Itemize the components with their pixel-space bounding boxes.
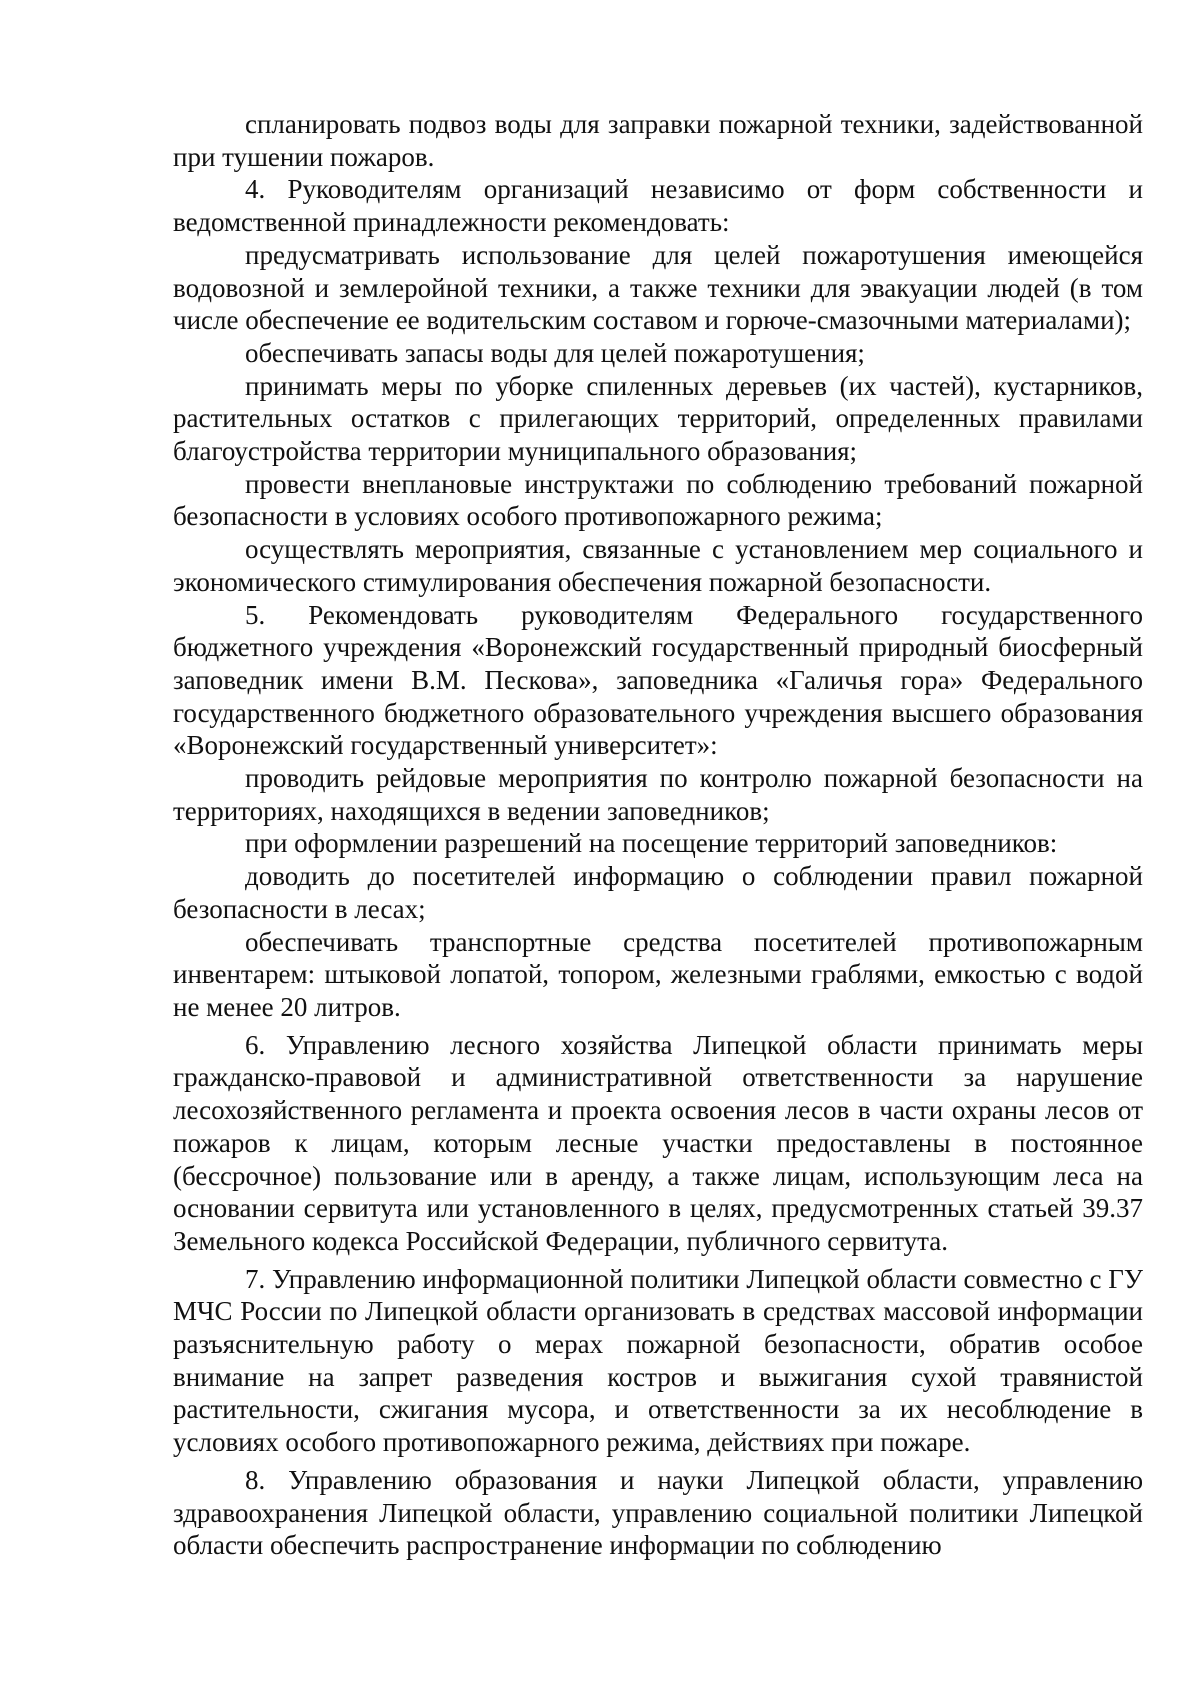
paragraph-debris-cleanup: принимать меры по уборке спиленных деревьев (их частей), кустарников, растительных остатков с прилегающих территорий, определенных правилами благоустройства территории муниципального образования; <box>173 370 1143 467</box>
paragraph-incentives: осуществлять мероприятия, связанные с установлением мер социального и экономического стимулирования обеспечения пожарной безопасности. <box>173 534 1143 597</box>
paragraph-item-8: 8. Управлению образования и науки Липецкой области, управлению здравоохранения Липецкой области, управлению социальной политики Липецкой области обеспечить распространение информации по соблюдению <box>173 1464 1143 1561</box>
paragraph-water-reserves: обеспечивать запасы воды для целей пожаротушения; <box>245 337 865 368</box>
paragraph-item-5: 5. Рекомендовать руководителям Федерального государственного бюджетного учреждения «Воронежский государственный природный биосферный заповедник имени В.М. Пескова», заповедника «Галичья гора» Федерального государственного бюджетного образовательного учреждения высшего образования «Воронежский государственный университет»: <box>173 599 1143 761</box>
paragraph-inform-visitors: доводить до посетителей информацию о соблюдении правил пожарной безопасности в лесах; <box>173 861 1143 924</box>
paragraph-item-4: 4. Руководителям организаций независимо от форм собственности и ведомственной принадлежности рекомендовать: <box>173 174 1143 238</box>
paragraph-water-delivery: спланировать подвоз воды для заправки пожарной техники, задействованной при тушении пожаров. <box>173 109 1143 172</box>
paragraph-briefings: провести внеплановые инструктажи по соблюдению требований пожарной безопасности в условиях особого противопожарного режима; <box>173 468 1143 532</box>
paragraph-vehicle-equipment: обеспечивать транспортные средства посетителей противопожарным инвентарем: штыковой лопатой, топором, железными граблями, емкостью с водой не менее 20 литров. <box>173 926 1143 1022</box>
paragraph-item-6: 6. Управлению лесного хозяйства Липецкой области принимать меры гражданско-правовой и административной ответственности за нарушение лесохозяйственного регламента и проекта освоения лесов в части охраны лесов от пожаров к лицам, которым лесные участки предоставлены в постоянное (бессрочное) пользование или в аренду, а также лицам, использующим леса на основании сервитута или установленного в целях, предусмотренных статьей 39.37 Земельного кодекса Российской Федерации, публичного сервитута. <box>173 1029 1143 1256</box>
paragraph-item-7: 7. Управлению информационной политики Липецкой области совместно с ГУ МЧС России по Липецкой области организовать в средствах массовой информации разъяснительную работу о мерах пожарной безопасности, обратив особое внимание на запрет разведения костров и выжигания сухой травянистой растительности, сжигания мусора, и ответственности за их несоблюдение в условиях особого противопожарного режима, действиях при пожаре. <box>173 1263 1143 1458</box>
paragraph-permits: при оформлении разрешений на посещение территорий заповедников: <box>245 828 1058 859</box>
document-page <box>173 108 1143 1562</box>
paragraph-raids: проводить рейдовые мероприятия по контролю пожарной безопасности на территориях, находящихся в ведении заповедников; <box>173 763 1143 826</box>
paragraph-equipment-use: предусматривать использование для целей пожаротушения имеющейся водовозной и землеройной техники, а также техники для эвакуации людей (в том числе обеспечение ее водительским составом и горюче-смазочными материалами); <box>173 239 1143 336</box>
